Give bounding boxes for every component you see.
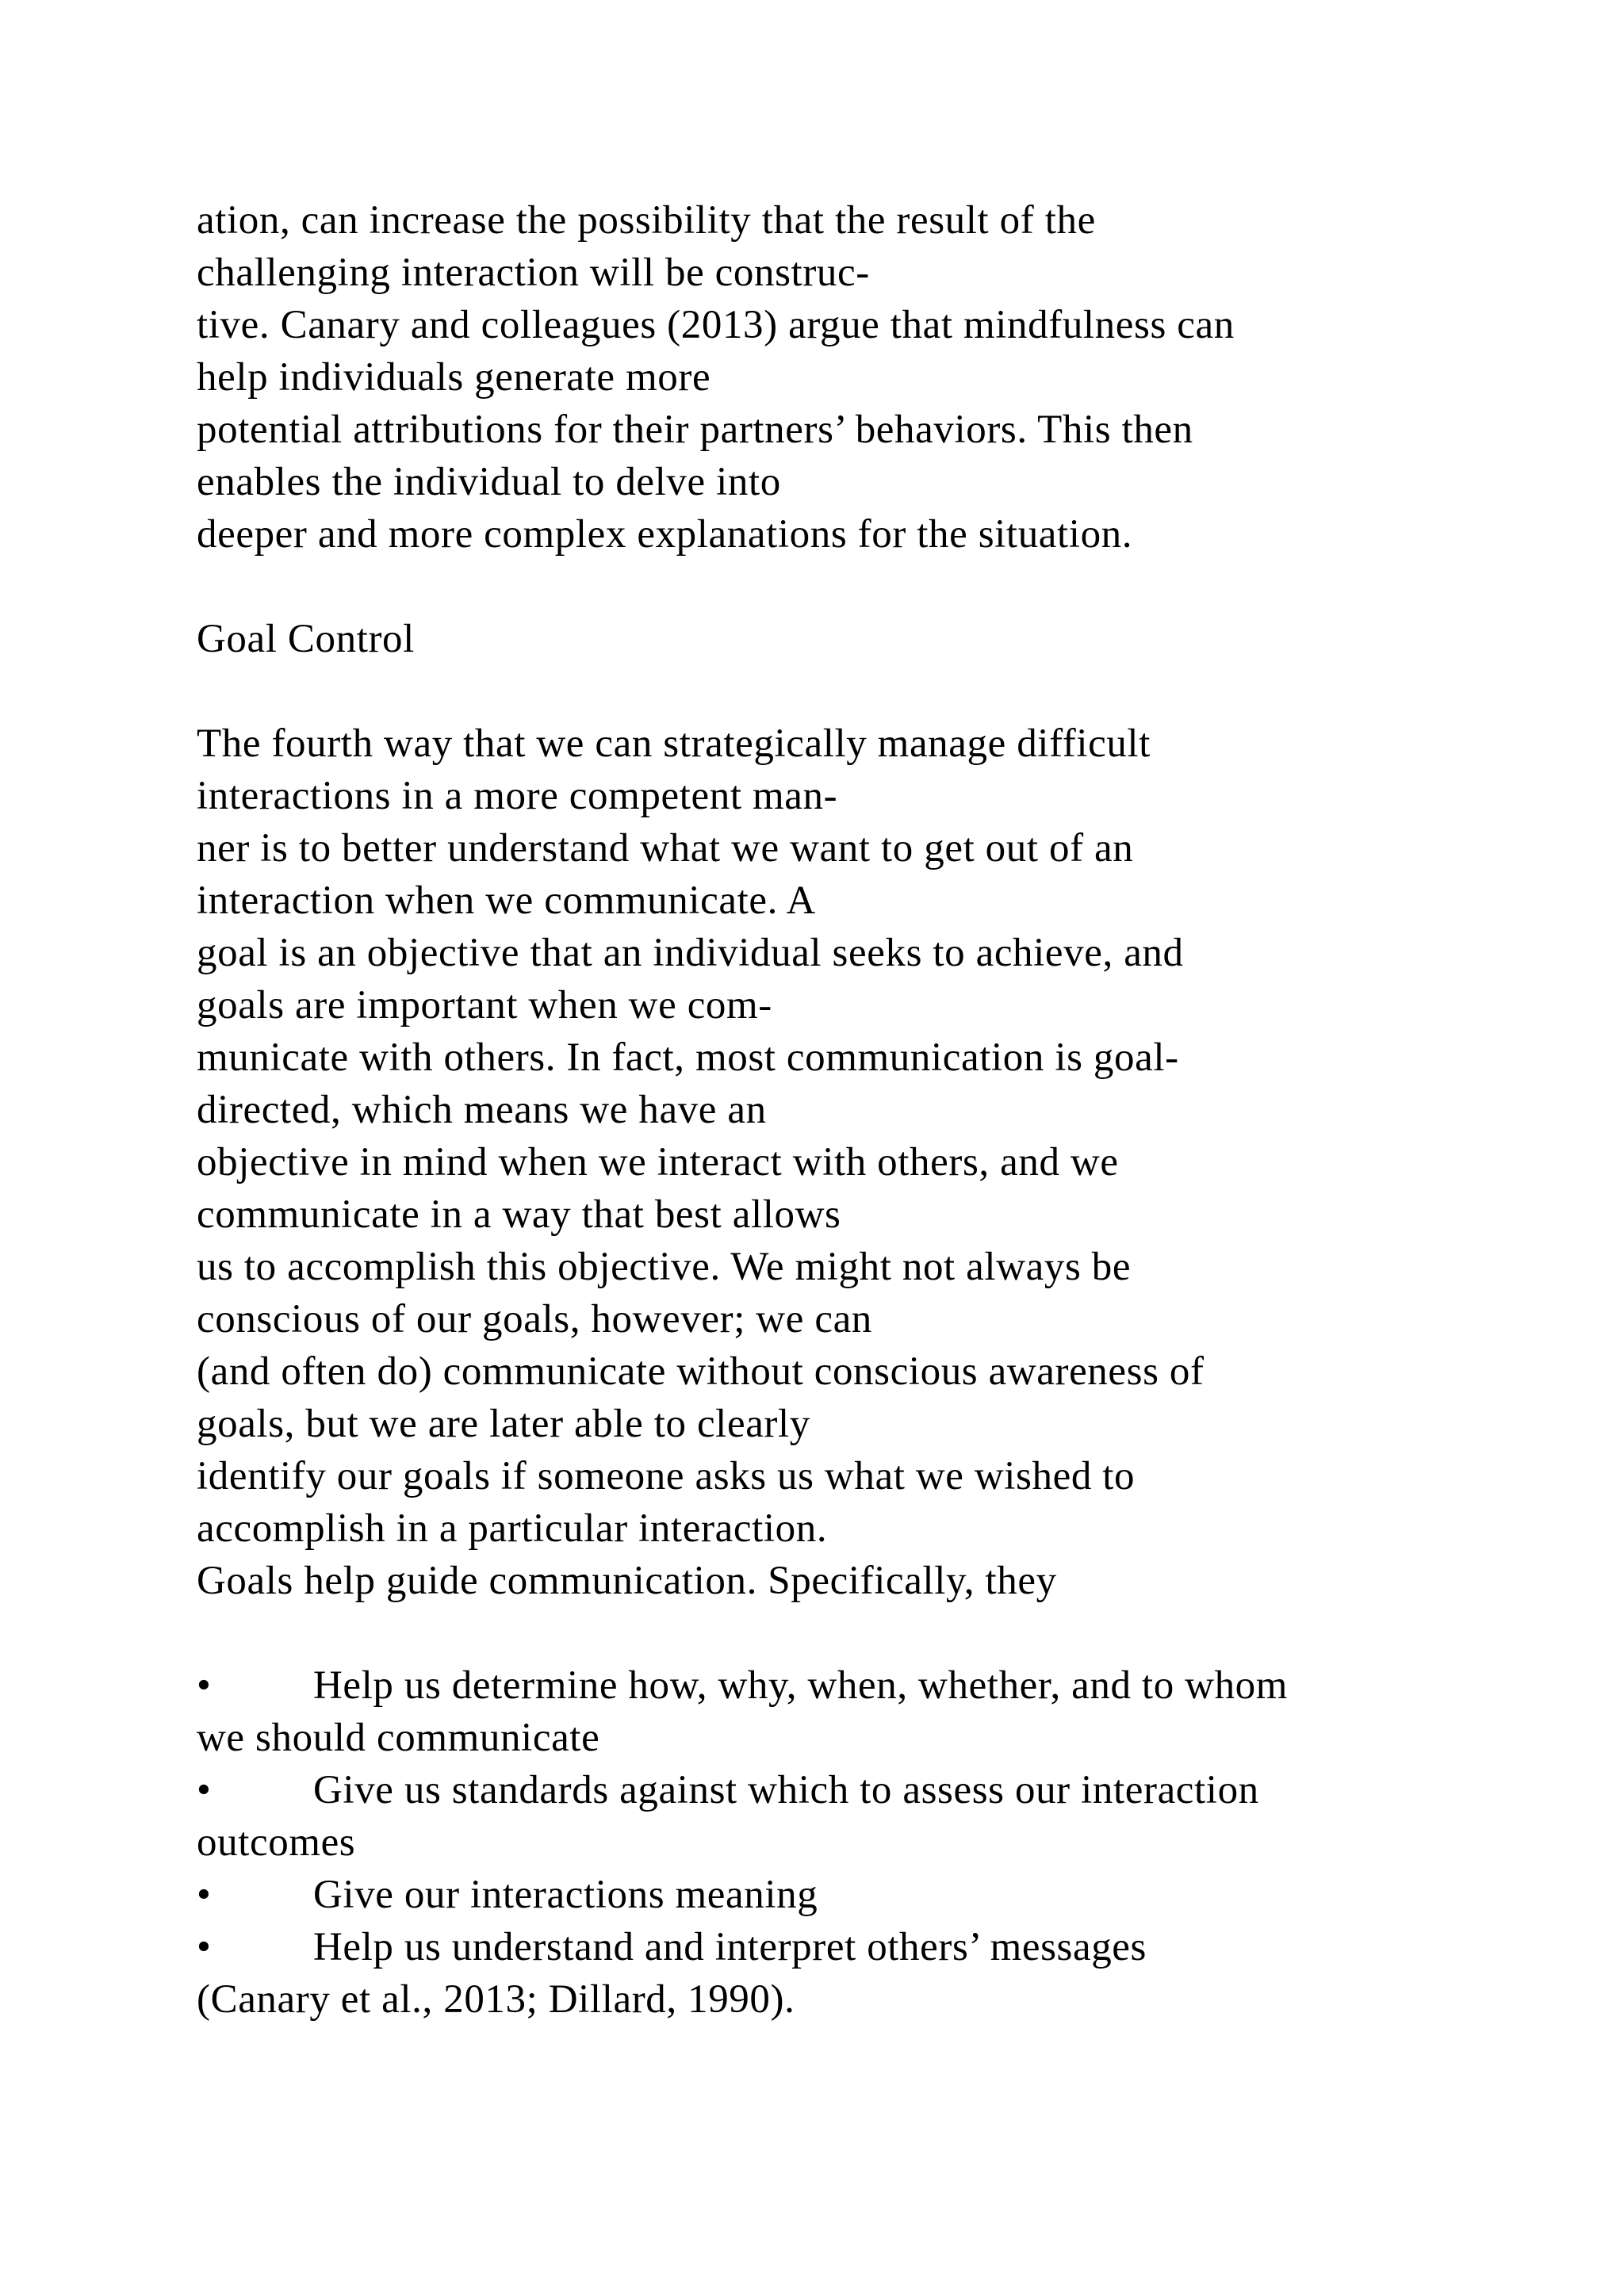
text-line: ner is to better understand what we want to get out of an [197,826,1134,871]
text-line: directed, which means we have an [197,1088,767,1132]
text-line: conscious of our goals, however; we can [197,1297,872,1341]
bullet-line [197,1659,1545,1712]
text-line: ation, can increase the possibility that the result of the [197,198,1096,243]
text-line: accomplish in a particular interaction. [197,1506,828,1551]
text-line: challenging interaction will be construc- [197,251,870,295]
bullet-line-text: Give us standards against which to assess our interaction [313,1768,1259,1812]
text-line: goals, but we are later able to clearly [197,1402,810,1446]
blank-line [197,665,1545,718]
text-line: municate with others. In fact, most communication is goal- [197,1035,1179,1080]
text-line: help individuals generate more [197,355,711,400]
text-line: Goal Control [197,617,415,661]
bullet-marker-icon: • [197,1925,212,1969]
text-line: objective in mind when we interact with others, and we [197,1140,1119,1184]
text-line: tive. Canary and colleagues (2013) argue that mindfulness can [197,303,1235,347]
text-line: we should communicate [197,1716,600,1760]
text-line: us to accomplish this objective. We might not always be [197,1245,1132,1289]
bullet-marker-icon: • [197,1873,212,1917]
text-line: (and often do) communicate without conscious awareness of [197,1349,1205,1394]
text-line: (Canary et al., 2013; Dillard, 1990). [197,1977,795,2022]
bullet-line [197,1764,1545,1816]
blank-line [197,1607,1545,1659]
text-line: The fourth way that we can strategically manage difficult [197,721,1151,766]
bullet-line-text: Help us understand and interpret others’ messages [313,1925,1147,1969]
text-block [197,194,1545,2026]
text-line: potential attributions for their partners’ behaviors. This then [197,408,1193,452]
blank-line [197,561,1545,613]
text-line: goals are important when we com- [197,983,772,1027]
bullet-line-text: Help us determine how, why, when, whether, and to whom [313,1663,1289,1708]
text-line: enables the individual to delve into [197,460,781,504]
bullet-line [197,1921,1545,1973]
text-line: interactions in a more competent man- [197,774,838,818]
text-line: goal is an objective that an individual seeks to achieve, and [197,931,1184,975]
text-line: identify our goals if someone asks us what we wished to [197,1454,1136,1498]
text-line: deeper and more complex explanations for the situation. [197,512,1133,557]
bullet-line [197,1869,1545,1921]
bullet-marker-icon: • [197,1663,212,1708]
text-line: communicate in a way that best allows [197,1192,841,1237]
bullet-line-text: Give our interactions meaning [313,1873,818,1917]
text-line: Goals help guide communication. Specifically, they [197,1559,1057,1603]
bullet-marker-icon: • [197,1768,212,1812]
text-line: outcomes [197,1820,356,1865]
text-line: interaction when we communicate. A [197,878,816,923]
